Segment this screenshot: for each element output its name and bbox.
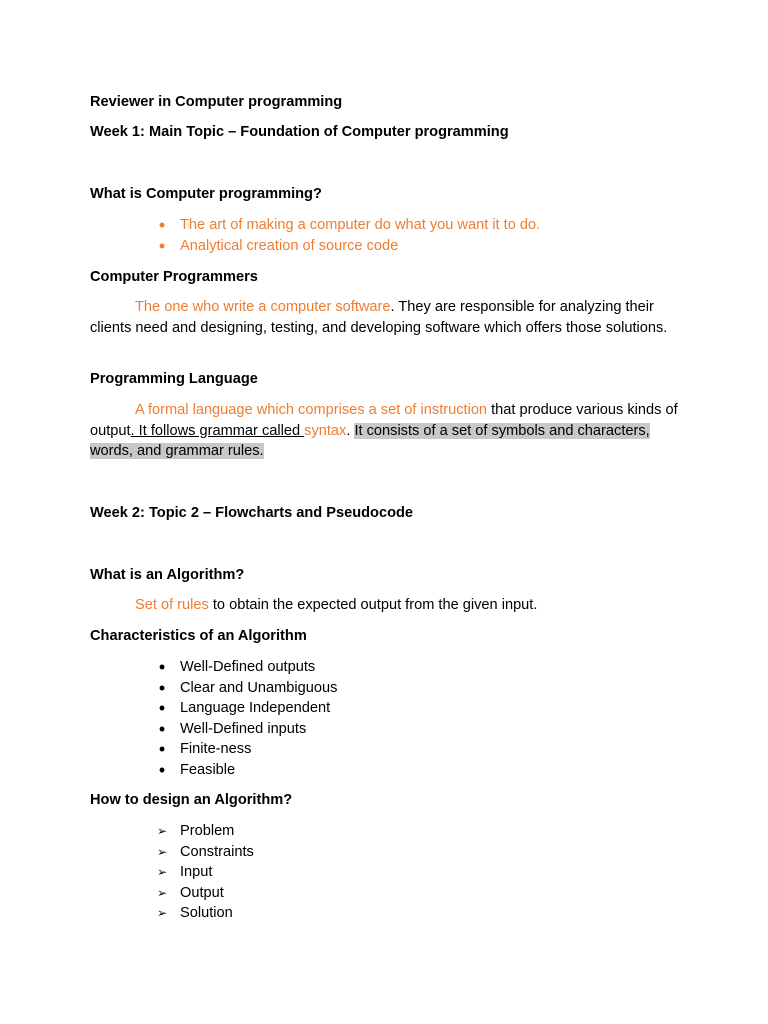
- programmers-paragraph: [90, 297, 680, 338]
- programming-language-heading: Programming Language: [90, 371, 258, 387]
- list-item: [0, 215, 540, 236]
- list-item-text: Problem: [180, 823, 235, 839]
- bullet-icon: •: [158, 698, 166, 719]
- list-item: [0, 698, 337, 719]
- bullet-icon: •: [158, 657, 166, 677]
- list-item-text: Finite-ness: [180, 741, 252, 758]
- list-item: [0, 236, 540, 257]
- bullet-icon: •: [158, 215, 166, 235]
- characteristics-list: [0, 657, 337, 781]
- list-item: [0, 719, 337, 740]
- list-item: [0, 760, 337, 781]
- algorithm-heading: What is an Algorithm?: [90, 567, 245, 583]
- programming-language-paragraph: [90, 400, 680, 462]
- algorithm-highlight: Set of rules: [135, 597, 209, 613]
- language-underlined-text: . It follows grammar called: [130, 422, 305, 439]
- syntax-term: syntax: [304, 422, 347, 439]
- programmers-heading: Computer Programmers: [90, 269, 258, 285]
- list-item-text: Well-Defined inputs: [180, 720, 307, 737]
- design-steps-list: [0, 821, 254, 924]
- language-text: that produce various kinds of output: [90, 402, 678, 439]
- list-item-text: Feasible: [180, 761, 236, 778]
- list-item: [0, 678, 337, 699]
- programmers-text: . They are responsible for analyzing their clients need and designing, testing, and developing software which offers those solutions.: [90, 299, 668, 336]
- language-period: .: [346, 422, 351, 439]
- list-item: [0, 739, 337, 760]
- list-item-text: Well-Defined outputs: [180, 659, 316, 675]
- language-shaded-text: It consists of a set of symbols and characters, words, and grammar rules.: [90, 422, 650, 460]
- list-item-text: Analytical creation of source code: [180, 237, 399, 254]
- document-title: Reviewer in Computer programming: [90, 94, 343, 110]
- arrow-bullet-icon: ➢: [156, 906, 168, 921]
- programming-definition-list: [0, 215, 540, 256]
- list-item: [0, 657, 337, 678]
- list-item: [0, 821, 254, 842]
- bullet-icon: •: [158, 677, 166, 698]
- what-is-programming-heading: What is Computer programming?: [90, 186, 322, 202]
- arrow-bullet-icon: ➢: [156, 865, 168, 880]
- list-item-text: Language Independent: [180, 700, 331, 717]
- arrow-bullet-icon: ➢: [156, 885, 168, 900]
- bullet-icon: •: [158, 739, 166, 760]
- list-item: [0, 842, 254, 863]
- characteristics-heading: Characteristics of an Algorithm: [90, 628, 307, 644]
- list-item-text: The art of making a computer do what you want it to do.: [180, 217, 541, 233]
- bullet-icon: •: [158, 718, 166, 739]
- algorithm-text: to obtain the expected output from the given input.: [208, 597, 538, 613]
- bullet-icon: •: [158, 759, 166, 780]
- list-item-text: Constraints: [180, 843, 254, 860]
- list-item: [0, 862, 254, 883]
- week1-heading: Week 1: Main Topic – Foundation of Computer programming: [90, 124, 509, 140]
- arrow-bullet-icon: ➢: [156, 824, 168, 838]
- programmers-highlight: The one who write a computer software: [135, 299, 391, 315]
- week2-heading: Week 2: Topic 2 – Flowcharts and Pseudocode: [90, 505, 414, 521]
- list-item-text: Solution: [180, 905, 233, 922]
- list-item: [0, 883, 254, 904]
- list-item: [0, 903, 254, 924]
- list-item-text: Clear and Unambiguous: [180, 679, 338, 696]
- list-item-text: Input: [180, 864, 213, 881]
- list-item-text: Output: [180, 884, 224, 901]
- arrow-bullet-icon: ➢: [156, 844, 168, 859]
- design-heading: How to design an Algorithm?: [90, 792, 293, 808]
- language-highlight: A formal language which comprises a set of instruction: [135, 402, 488, 418]
- algorithm-paragraph: [90, 595, 680, 616]
- bullet-icon: •: [158, 235, 166, 256]
